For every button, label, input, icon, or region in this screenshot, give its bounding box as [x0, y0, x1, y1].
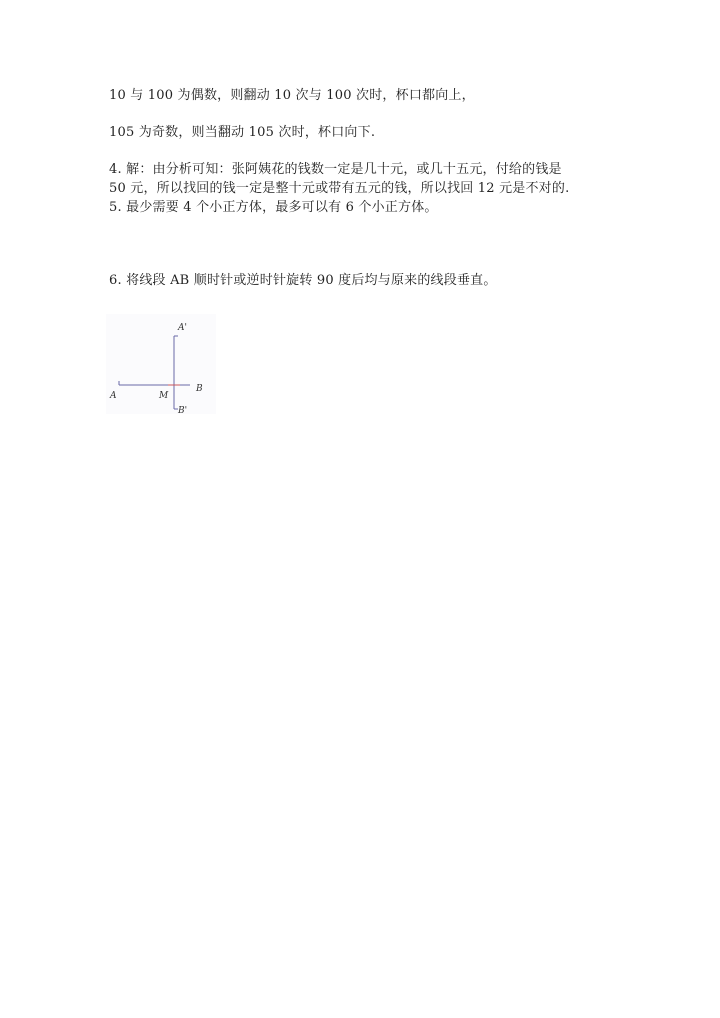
label-b: B: [196, 384, 203, 394]
answer-4-line-2: 50 元，所以找回的钱一定是整十元或带有五元的钱，所以找回 12 元是不对的.: [109, 181, 570, 196]
answer-line-1: 10 与 100 为偶数，则翻动 10 次与 100 次时，杯口都向上，: [109, 88, 475, 103]
rotation-figure-svg: [106, 314, 216, 414]
answer-line-2: 105 为奇数，则当翻动 105 次时，杯口向下.: [109, 125, 376, 140]
label-m: M: [159, 391, 169, 401]
label-b-prime: B': [178, 406, 188, 414]
answer-4-line-1: 4. 解：由分析可知：张阿姨花的钱数一定是几十元，或几十五元，付给的钱是: [109, 162, 562, 177]
answer-6: 6. 将线段 AB 顺时针或逆时针旋转 90 度后均与原来的线段垂直。: [109, 273, 497, 288]
rotation-figure: [106, 314, 216, 414]
label-a-prime: A': [178, 323, 187, 333]
label-a: A: [110, 391, 117, 401]
answer-5: 5. 最少需要 4 个小正方体，最多可以有 6 个小正方体。: [109, 200, 438, 215]
